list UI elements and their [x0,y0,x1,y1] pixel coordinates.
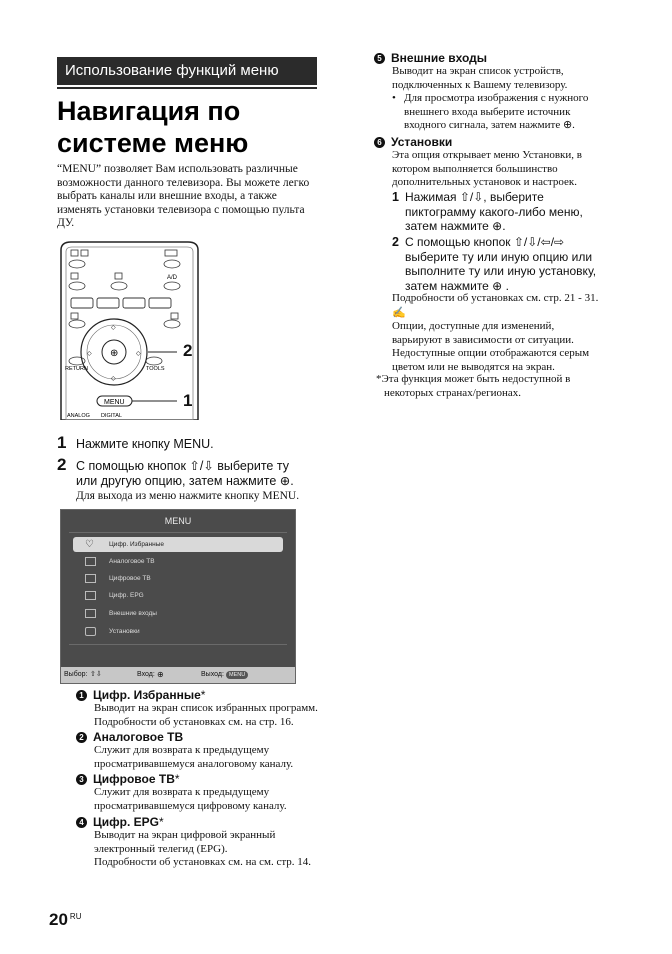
step-2-text-b: или другую опцию, затем нажмите ⊕. [76,474,294,488]
footnote [376,373,636,400]
asterisk: * [158,815,164,829]
menu-item-external-inputs[interactable] [73,606,283,621]
item-title: Внешние входы [391,51,488,65]
footer-exit-label: Выход: [201,671,224,678]
item-line: выберите ту или иную опцию или [405,249,593,264]
left-item-2 [76,730,326,771]
up-down-arrows-icon: ⇧⇩ [90,671,102,678]
item-line: электронный телегид (EPG). [94,842,228,855]
heart-icon: ♡ [85,539,94,550]
number-badge-2: 2 [76,732,87,743]
intro-paragraph: “MENU” позволяет Вам использовать различные возможности данного телевизора. Вы можете легко выбрать каналы или внешние входы, а также изменять установки телевизора с помощью пульта ДУ. [57,163,310,229]
svg-text:◇: ◇ [111,375,116,382]
left-item-1 [76,688,326,729]
right-item-5 [374,51,634,133]
item-line: просматривавшемуся цифровому каналу. [94,799,287,812]
item-title: Цифровое ТВ [93,772,175,786]
menu-screen-title: MENU [164,516,192,526]
sub-step-1 [405,190,635,234]
step-2-number: 2 [57,455,67,474]
step-2-text-a: С помощью кнопок ⇧/⇩ выберите ту [76,459,289,473]
section-header-bar: Использование функций меню [57,57,317,85]
ad-label: A/D [167,275,178,281]
item-title: Установки [391,135,453,149]
callout-2: 2 [183,341,193,360]
item-line: Эта опция открывает меню Установки, в [392,149,582,161]
number-badge-5: 5 [374,53,385,64]
sub-step-1-number: 1 [392,190,399,204]
section-rule [57,87,317,89]
sub-step-2-number: 2 [392,235,399,249]
footnote-line: *Эта функция может быть недоступной в [376,373,571,385]
item-line: затем нажмите ⊕ . [405,278,509,293]
digital-label: DIGITAL [101,413,122,419]
menu-footer [61,667,295,683]
item-line: цветом или не выводятся на экран. [392,360,555,373]
asterisk: * [200,688,206,702]
item-title: Цифр. Избранные [93,688,201,702]
menu-divider [69,644,287,645]
item-line: дополнительных установок и настроек. [392,176,577,188]
page-title-line1: Навигация по [57,96,241,126]
item-line: варьируют в зависимости от ситуации. [392,333,574,346]
menu-divider [69,532,287,533]
item-line: Подробности об установках см. на стр. 16. [94,715,294,728]
page-title [57,95,317,159]
number-badge-1: 1 [76,690,87,701]
menu-item-digital-tv[interactable] [73,571,283,586]
item-line: просматривавшемуся аналоговому каналу. [94,757,294,770]
enter-icon: ⊕ [157,670,164,679]
item-line: котором выполняется большинство [392,162,558,175]
item-line: входного сигнала, затем нажмите ⊕. [404,119,575,131]
number-badge-6: 6 [374,137,385,148]
page-number [49,910,81,930]
svg-text:◇: ◇ [136,350,141,357]
item-line: пиктограмму какого-либо меню, [405,204,583,219]
menu-item-label: Цифр. Избранные [109,541,165,548]
svg-text:◇: ◇ [87,350,92,357]
item-line: Выводит на экран список устройств, [392,65,564,77]
menu-label: MENU [104,399,125,406]
item-line: Служит для возврата к предыдущему [94,744,270,756]
item-line: Подробности об установках см. на см. стр. 14. [94,856,312,868]
tools-label: TOOLS [146,366,165,372]
footer-exit-key: MENU [226,671,248,679]
right-item-6 [374,135,639,190]
menu-item-label: Установки [109,628,140,635]
item-title: Цифр. EPG [93,815,159,829]
svg-text:◇: ◇ [111,324,116,331]
page-number-value: 20 [49,910,68,929]
callout-1: 1 [183,391,193,410]
remote-control-illustration [57,240,202,420]
menu-item-label: Цифровое ТВ [109,575,151,582]
menu-item-label: Внешние входы [109,610,157,617]
item-line: подключенных к Вашему телевизору. [392,78,568,91]
step-1-text: Нажмите кнопку MENU. [76,437,214,451]
footer-select-label: Выбор: [64,671,88,678]
item-line: Для просмотра изображения с нужного [404,92,589,104]
svg-text:⊕: ⊕ [110,348,119,359]
item-line: Служит для возврата к предыдущему [94,786,270,798]
menu-item-label: Аналоговое ТВ [109,558,155,565]
item-line: выполните ту или иную установку, [405,264,597,278]
item-line: С помощью кнопок ⇧/⇩/⇦/⇨ [405,235,565,249]
step-1-number: 1 [57,433,67,452]
item-title: Аналоговое ТВ [93,730,184,744]
note-pencil-icon: ✍ [392,307,406,319]
item-line: внешнего входа выберите источник [404,105,571,118]
bullet-icon: • [392,92,396,104]
digital-tv-icon [85,574,96,583]
bullet-item [392,92,634,133]
item-line: Нажимая ⇧/⇩, выберите [405,190,544,204]
sub-step-2 [405,235,635,293]
item-line: Выводит на экран цифровой экранный [94,829,276,841]
left-item-3 [76,772,326,813]
menu-item-label: Цифр. EPG [109,592,144,599]
input-icon [85,609,96,618]
number-badge-4: 4 [76,817,87,828]
page-language: RU [69,912,82,921]
menu-item-analog-tv[interactable] [73,554,283,569]
page-title-line2: системе меню [57,128,249,158]
epg-icon [85,591,96,600]
left-item-4 [76,815,326,870]
item-line: затем нажмите ⊕. [405,219,506,233]
menu-item-epg[interactable] [73,588,283,603]
analog-tv-icon [85,557,96,566]
menu-item-favorites[interactable] [73,537,283,552]
toolbox-icon [85,627,96,636]
remote-control-drawing [57,240,202,420]
item-line: Выводит на экран список избранных программ. [94,702,318,714]
number-badge-3: 3 [76,774,87,785]
analog-label: ANALOG [67,413,90,419]
step-2-note: Для выхода из меню нажмите кнопку MENU. [76,490,300,502]
tv-menu-screenshot [60,509,296,684]
item-line: Опции, доступные для изменений, [392,320,555,332]
footer-enter-label: Вход: [137,671,155,678]
settings-reference: Подробности об установках см. стр. 21 - 31. [392,292,599,304]
menu-item-settings[interactable] [73,624,283,639]
footnote-line: некоторых странах/регионах. [384,386,522,399]
asterisk: * [174,772,180,786]
item-line: Недоступные опции отображаются серым [392,347,590,359]
return-label: RETURN [65,366,88,372]
settings-note [392,320,642,374]
